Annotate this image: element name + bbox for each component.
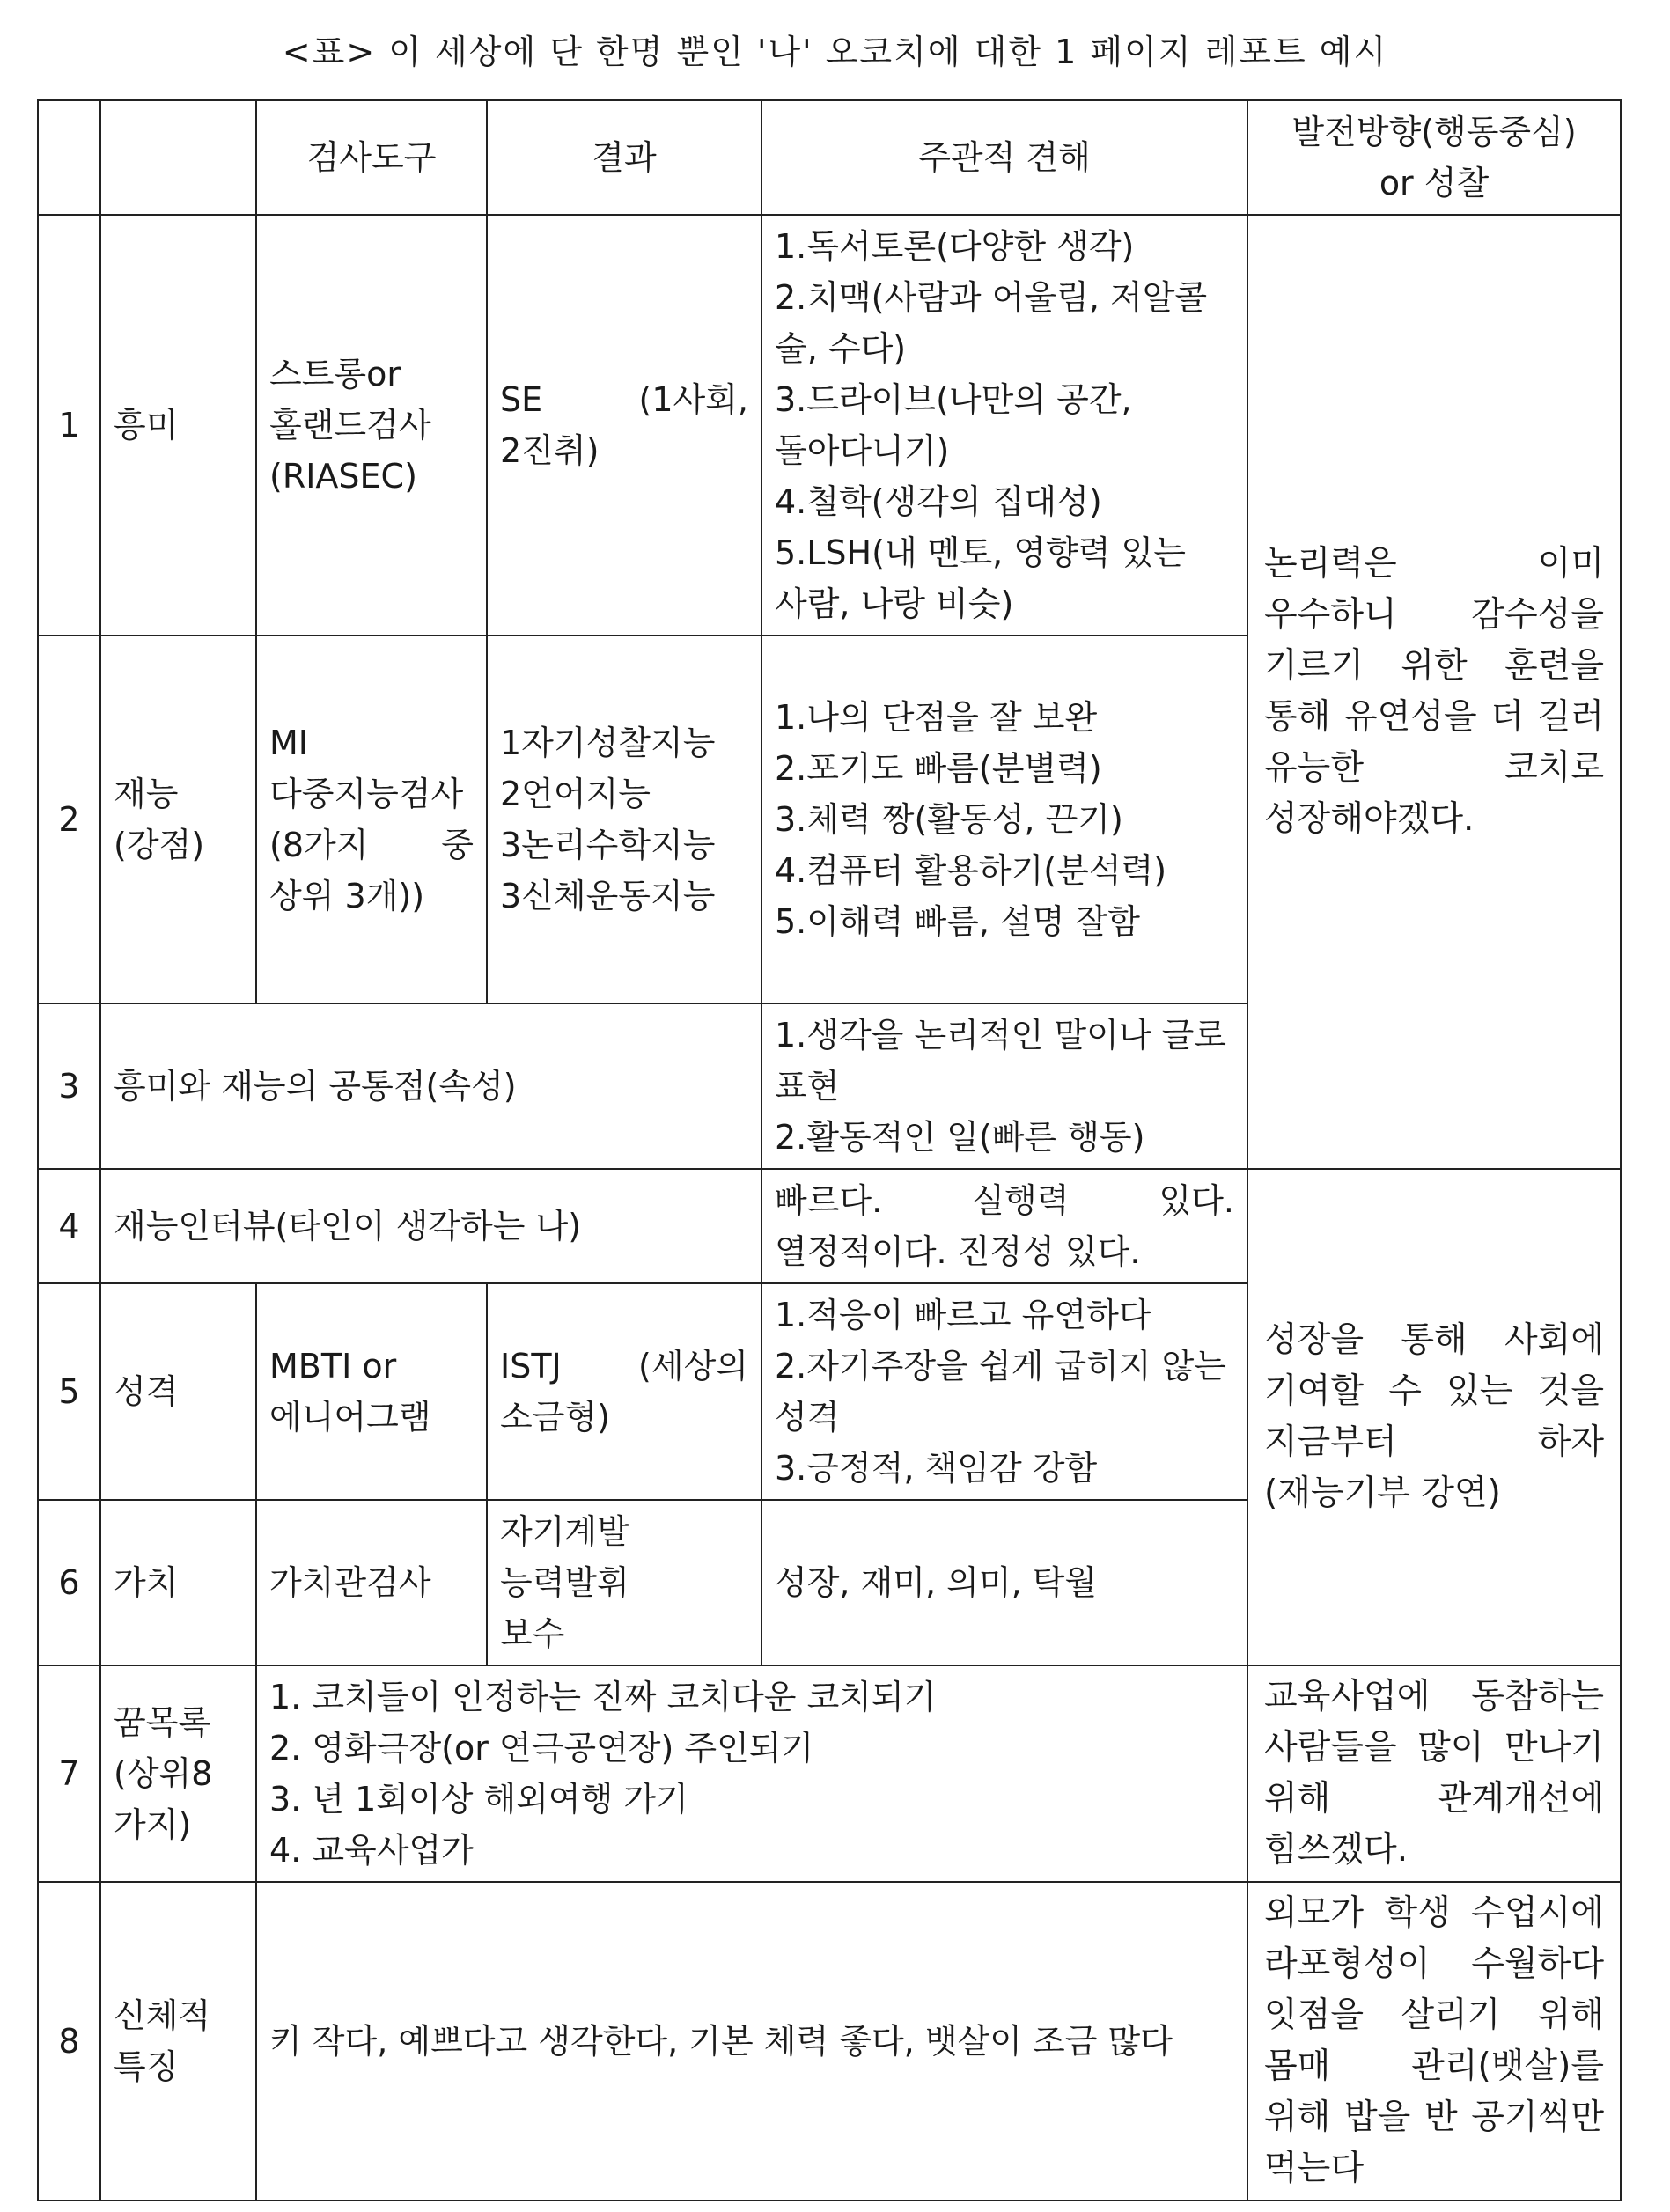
opinion-item: 4.철학(생각의 집대성) bbox=[775, 482, 1102, 521]
row-tool: MBTI or 에니어그램 bbox=[256, 1283, 487, 1500]
header-result: 결과 bbox=[487, 100, 761, 215]
header-num-cell bbox=[38, 100, 100, 215]
opinion-item: 4.컴퓨터 활용하기(분석력) bbox=[775, 851, 1167, 890]
header-direction-line1: 발전방향(행동중심) bbox=[1291, 113, 1577, 151]
row-result: ISTJ (세상의 소금형) bbox=[487, 1283, 761, 1500]
opinion-item: 5.이해력 빠름, 설명 잘함 bbox=[775, 902, 1140, 941]
result-item: 3신체운동지능 bbox=[500, 877, 716, 915]
dream-item: 2. 영화극장(or 연극공연장) 주인되기 bbox=[269, 1729, 814, 1767]
table-row bbox=[38, 215, 1621, 636]
header-tool: 검사도구 bbox=[256, 100, 487, 215]
reflection-row-8: 외모가 학생 수업시에 라포형성이 수월하다 잇점을 살리기 위해 몸매 관리(뱃살)를 위해 밥을 반 공기씩만 먹는다 bbox=[1247, 1882, 1621, 2201]
opinion-item: 2.활동적인 일(빠른 행동) bbox=[775, 1118, 1145, 1157]
row-result bbox=[487, 636, 761, 1003]
opinion-item: 1.생각을 논리적인 말이나 글로 표현 bbox=[775, 1016, 1226, 1106]
result-item: 2언어지능 bbox=[500, 775, 651, 813]
reflection-rows-4-6: 성장을 통해 사회에 기여할 수 있는 것을 지금부터 하자 (재능기부 강연) bbox=[1247, 1169, 1621, 1665]
opinion-item: 1.독서토론(다양한 생각) bbox=[775, 227, 1135, 266]
table-row bbox=[38, 1665, 1621, 1882]
row-opinion: 성장, 재미, 의미, 탁월 bbox=[761, 1500, 1247, 1665]
opinion-item: 1.나의 단점을 잘 보완 bbox=[775, 698, 1098, 737]
result-item: 보수 bbox=[500, 1614, 565, 1653]
dream-item: 4. 교육사업가 bbox=[269, 1831, 474, 1870]
row-category: 재능 (강점) bbox=[100, 636, 256, 1003]
row-opinion bbox=[761, 636, 1247, 1003]
row-opinion: 빠르다. 실행력 있다. 열정적이다. 진정성 있다. bbox=[761, 1169, 1247, 1283]
row-number: 6 bbox=[38, 1500, 100, 1665]
opinion-item: 2.포기도 빠름(분별력) bbox=[775, 749, 1102, 788]
reflection-rows-1-3: 논리력은 이미 우수하니 감수성을 기르기 위한 훈련을 통해 유연성을 더 길러 유능한 코치로 성장해야겠다. bbox=[1247, 215, 1621, 1169]
row-result bbox=[487, 1500, 761, 1665]
opinion-item: 3.긍정적, 책임감 강함 bbox=[775, 1449, 1098, 1488]
opinion-item: 2.자기주장을 쉽게 굽히지 않는 성격 bbox=[775, 1347, 1226, 1437]
row-number: 1 bbox=[38, 215, 100, 636]
result-item: 1자기성찰지능 bbox=[500, 724, 716, 762]
dream-item: 3. 년 1회이상 해외여행 가기 bbox=[269, 1780, 688, 1819]
header-row bbox=[38, 100, 1621, 215]
result-item: 자기계발 bbox=[500, 1512, 629, 1551]
header-category-cell bbox=[100, 100, 256, 215]
row-category: 재능인터뷰(타인이 생각하는 나) bbox=[100, 1169, 761, 1283]
opinion-item: 1.적응이 빠르고 유연하다 bbox=[775, 1296, 1151, 1334]
result-item: 능력발휘 bbox=[500, 1563, 629, 1602]
header-opinion: 주관적 견해 bbox=[761, 100, 1247, 215]
row-tool: MI 다중지능검사 (8가지 중 상위 3개)) bbox=[256, 636, 487, 1003]
result-item: 3논리수학지능 bbox=[500, 826, 716, 864]
row-tool: 스트롱or 홀랜드검사 (RIASEC) bbox=[256, 215, 487, 636]
row-category: 가치 bbox=[100, 1500, 256, 1665]
row-category: 신체적 특징 bbox=[100, 1882, 256, 2201]
row-number: 5 bbox=[38, 1283, 100, 1500]
row-category: 꿈목록 (상위8가지) bbox=[100, 1665, 256, 1882]
row-number: 2 bbox=[38, 636, 100, 1003]
row-opinion bbox=[761, 1003, 1247, 1169]
report-table bbox=[37, 99, 1622, 2201]
row-tool: 가치관검사 bbox=[256, 1500, 487, 1665]
header-direction-line2: or 성찰 bbox=[1379, 164, 1490, 202]
opinion-item: 3.체력 짱(활동성, 끈기) bbox=[775, 800, 1123, 839]
row-number: 7 bbox=[38, 1665, 100, 1882]
row-opinion bbox=[761, 215, 1247, 636]
row-result: SE (1사회, 2진취) bbox=[487, 215, 761, 636]
row-number: 4 bbox=[38, 1169, 100, 1283]
dream-item: 1. 코치들이 인정하는 진짜 코치다운 코치되기 bbox=[269, 1678, 937, 1716]
row-category: 흥미 bbox=[100, 215, 256, 636]
row-content: 키 작다, 예쁘다고 생각한다, 기본 체력 좋다, 뱃살이 조금 많다 bbox=[256, 1882, 1247, 2201]
opinion-item: 5.LSH(내 멘토, 영향력 있는 사람, 나랑 비슷) bbox=[775, 533, 1186, 623]
row-number: 3 bbox=[38, 1003, 100, 1169]
row-opinion bbox=[761, 1283, 1247, 1500]
page-title: <표> 이 세상에 단 한명 뿐인 '나' 오코치에 대한 1 페이지 레포트 예시 bbox=[282, 33, 1388, 71]
opinion-item: 2.치맥(사람과 어울림, 저알콜 술, 수다) bbox=[775, 278, 1208, 368]
row-dreams bbox=[256, 1665, 1247, 1882]
opinion-item: 3.드라이브(나만의 공간, 돌아다니기) bbox=[775, 380, 1132, 470]
row-category: 성격 bbox=[100, 1283, 256, 1500]
row-number: 8 bbox=[38, 1882, 100, 2201]
reflection-row-7: 교육사업에 동참하는 사람들을 많이 만나기 위해 관계개선에 힘쓰겠다. bbox=[1247, 1665, 1621, 1882]
table-row bbox=[38, 1169, 1621, 1283]
row-category: 흥미와 재능의 공통점(속성) bbox=[100, 1003, 761, 1169]
header-direction bbox=[1247, 100, 1621, 215]
table-row bbox=[38, 1882, 1621, 2201]
